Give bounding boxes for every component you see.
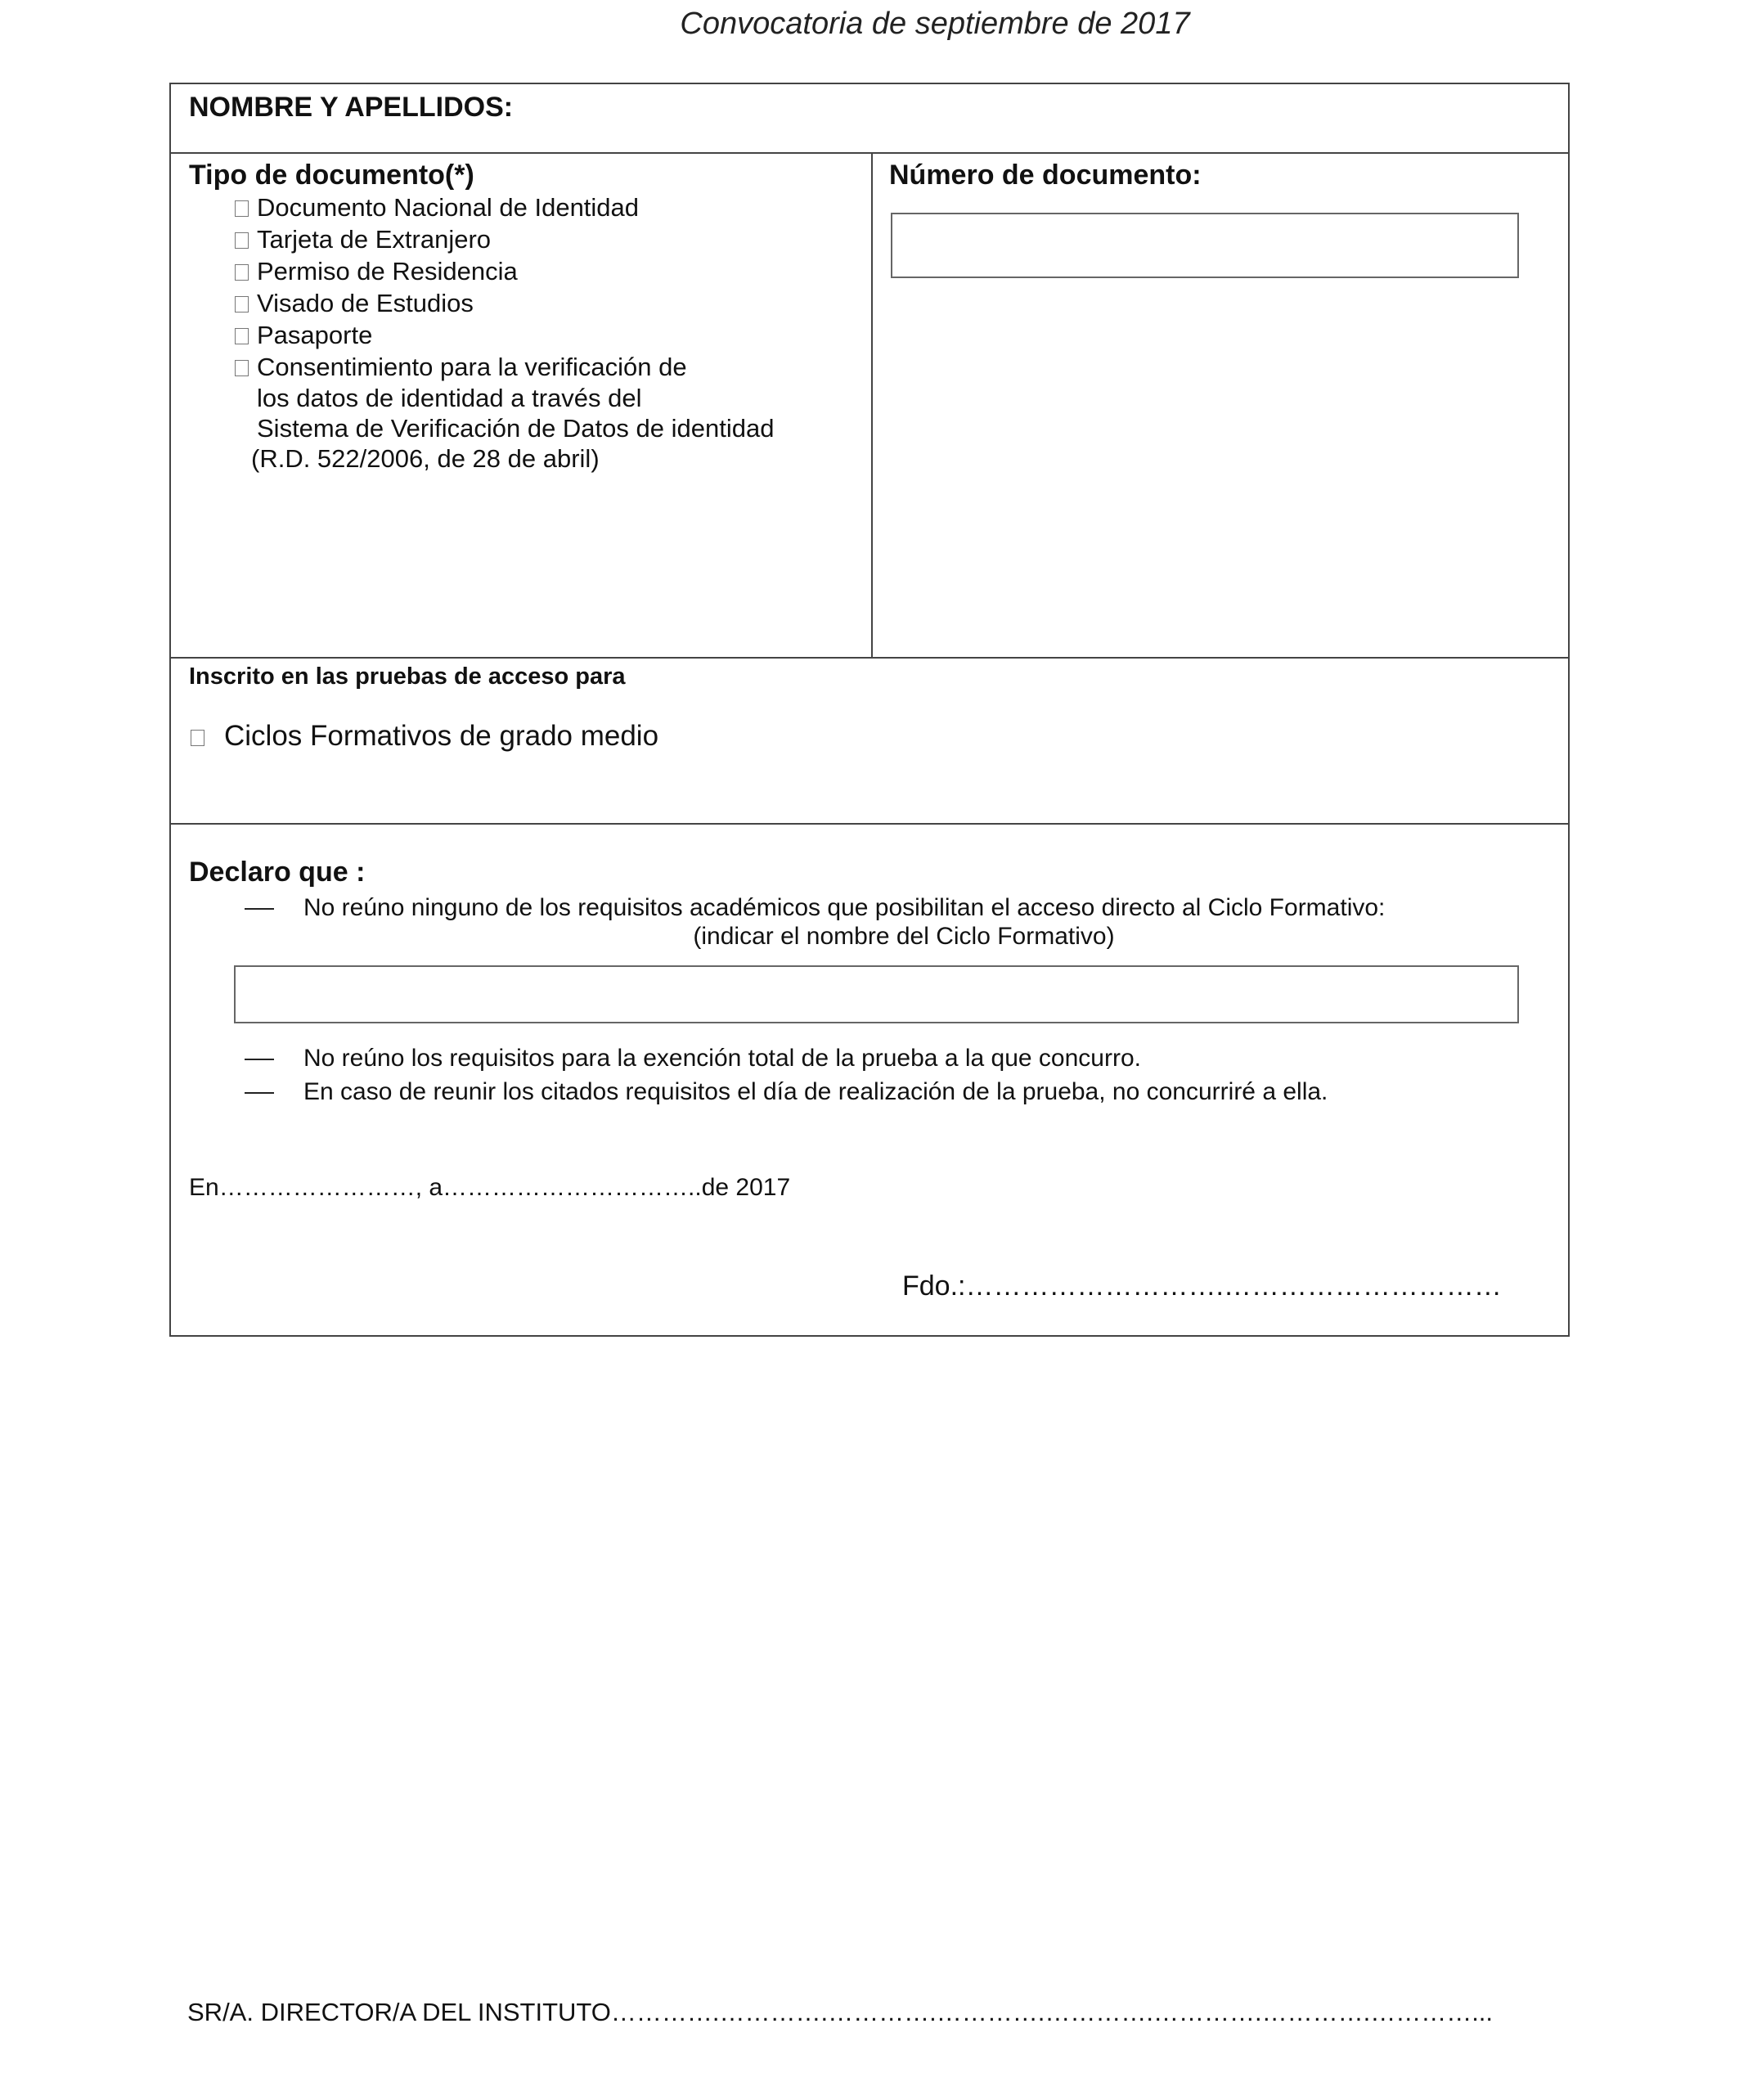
enrolled-option-grado-medio[interactable]: Ciclos Formativos de grado medio (191, 719, 658, 753)
doc-option-visado[interactable]: Visado de Estudios (235, 287, 774, 319)
doc-type-label: Tipo de documento(*) (189, 160, 474, 191)
doc-option-consentimiento[interactable]: Consentimiento para la verificación de (235, 351, 774, 383)
name-label: NOMBRE Y APELLIDOS: (189, 92, 514, 123)
row-divider (171, 152, 1568, 154)
checkbox-icon[interactable] (235, 200, 249, 217)
checkbox-icon[interactable] (235, 296, 249, 313)
checkbox-icon[interactable] (235, 232, 249, 249)
declare-label: Declaro que : (189, 857, 366, 888)
consent-text-line: Sistema de Verificación de Datos de identidad (257, 414, 775, 443)
dash-icon (245, 1059, 274, 1060)
declaration-item: En caso de reunir los citados requisitos el día de realización de la prueba, no concurriré a ella. (245, 1077, 1328, 1108)
doc-option-pasaporte[interactable]: Pasaporte (235, 319, 774, 351)
row-divider (171, 657, 1568, 659)
doc-number-input[interactable] (891, 213, 1519, 278)
checkbox-icon[interactable] (191, 730, 204, 746)
doc-options-list (235, 191, 774, 474)
row-divider (171, 823, 1568, 825)
consent-text-line: (R.D. 522/2006, de 28 de abril) (251, 444, 600, 473)
checkbox-icon[interactable] (235, 328, 249, 344)
doc-option-dni[interactable]: Documento Nacional de Identidad (235, 191, 774, 223)
enrolled-label: Inscrito en las pruebas de acceso para (189, 663, 626, 690)
checkbox-icon[interactable] (235, 360, 249, 376)
doc-option-tarjeta[interactable]: Tarjeta de Extranjero (235, 223, 774, 255)
checkbox-icon[interactable] (235, 264, 249, 281)
signature-line: Fdo.:……………………….………………………… (902, 1270, 1502, 1302)
cycle-hint: (indicar el nombre del Ciclo Formativo) (693, 923, 1115, 950)
place-date-line: En……………………, a…………………………..de 2017 (189, 1174, 791, 1201)
dash-icon (245, 908, 274, 910)
consent-text-line: los datos de identidad a través del (257, 384, 642, 412)
page-title: Convocatoria de septiembre de 2017 (680, 7, 1190, 41)
doc-option-permiso[interactable]: Permiso de Residencia (235, 255, 774, 287)
column-divider (871, 152, 873, 657)
director-line: SR/A. DIRECTOR/A DEL INSTITUTO………….………….………….………….………….………….………….…………... (187, 1998, 1494, 2026)
application-form (169, 83, 1570, 1337)
cycle-name-input[interactable] (234, 965, 1519, 1023)
declaration-item: No reúno ninguno de los requisitos académicos que posibilitan el acceso directo al Ciclo Formativo: (245, 893, 1385, 924)
declaration-item: No reúno los requisitos para la exención total de la prueba a la que concurro. (245, 1043, 1141, 1074)
dash-icon (245, 1092, 274, 1094)
doc-number-label: Número de documento: (889, 160, 1202, 191)
